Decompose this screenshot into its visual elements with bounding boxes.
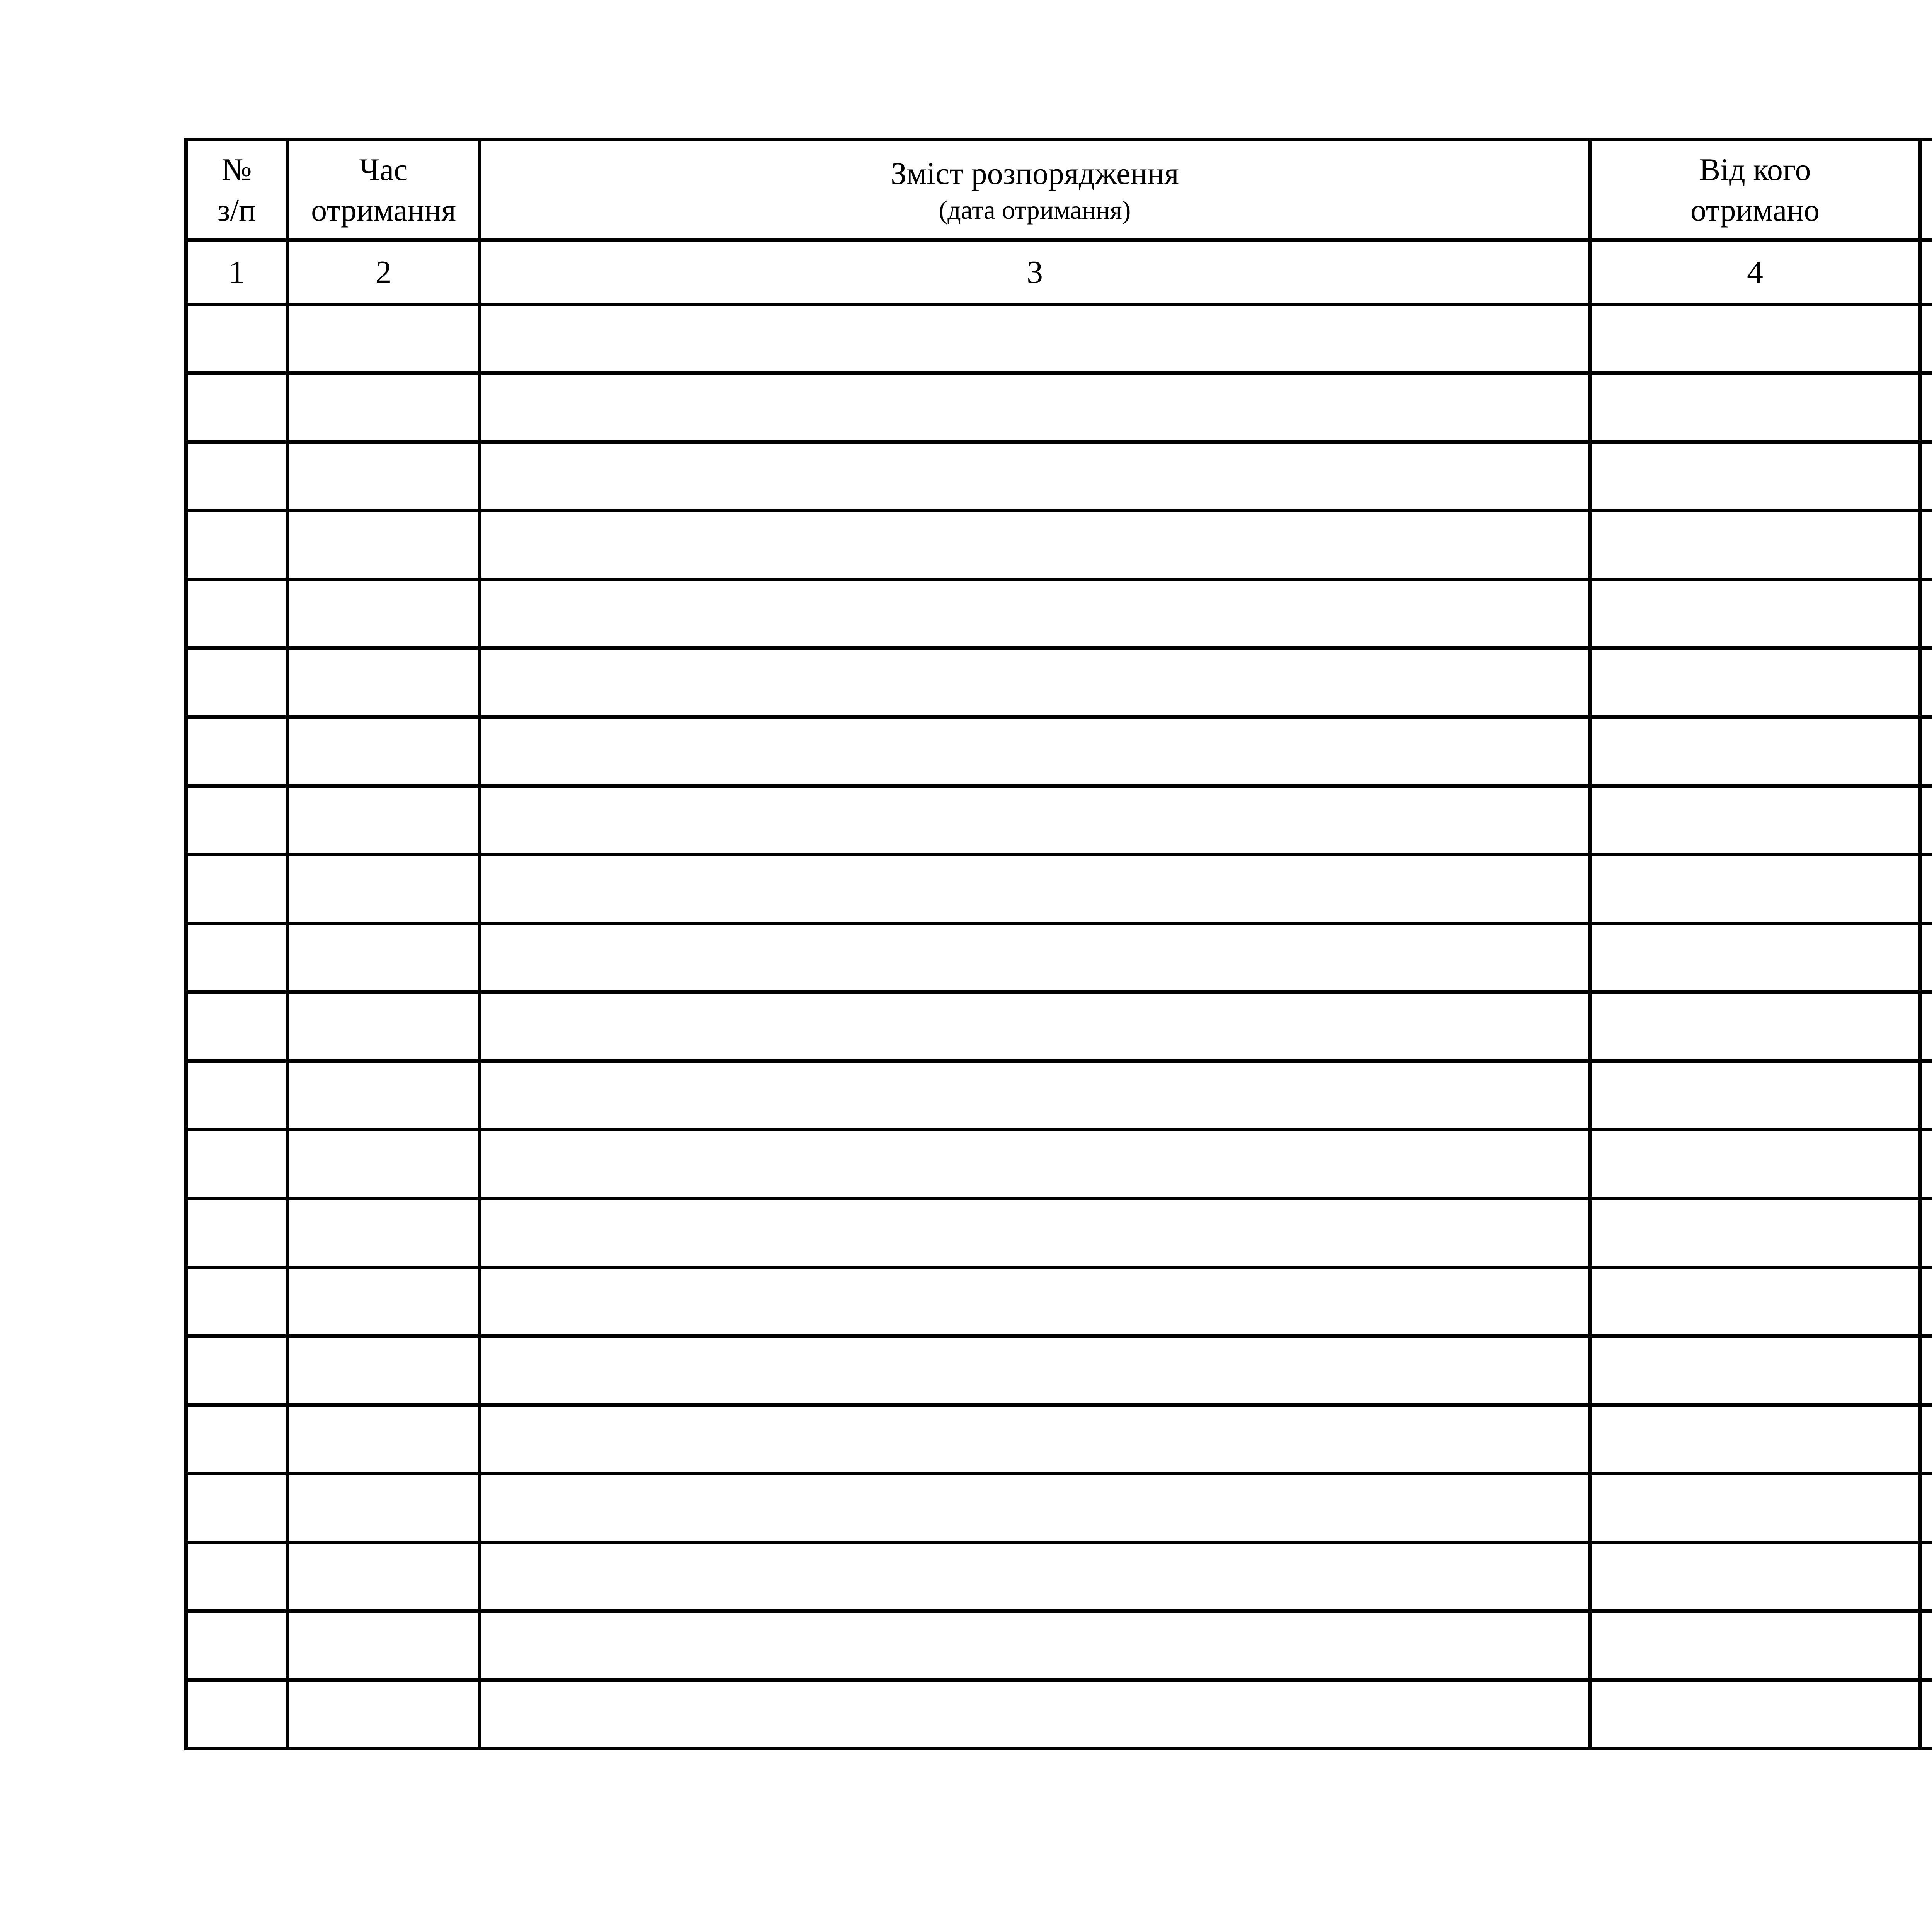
cell-number[interactable] (186, 1130, 287, 1199)
cell-time[interactable] (287, 1680, 480, 1749)
cell-from-whom[interactable] (1590, 511, 1920, 580)
table-row (186, 786, 1932, 855)
cell-to-whom[interactable] (1920, 1267, 1932, 1336)
table-row (186, 924, 1932, 992)
cell-to-whom[interactable] (1920, 1199, 1932, 1267)
cell-from-whom[interactable] (1590, 1543, 1920, 1611)
cell-number[interactable] (186, 373, 287, 442)
cell-to-whom[interactable] (1920, 373, 1932, 442)
cell-to-whom[interactable] (1920, 1543, 1932, 1611)
cell-time[interactable] (287, 992, 480, 1061)
cell-time[interactable] (287, 373, 480, 442)
cell-to-whom[interactable] (1920, 648, 1932, 717)
cell-time[interactable] (287, 924, 480, 992)
cell-number[interactable] (186, 924, 287, 992)
table-row (186, 1405, 1932, 1474)
cell-time[interactable] (287, 1405, 480, 1474)
cell-time[interactable] (287, 855, 480, 924)
header-from-whom (1590, 140, 1920, 240)
cell-to-whom[interactable] (1920, 855, 1932, 924)
cell-from-whom[interactable] (1590, 304, 1920, 373)
cell-time[interactable] (287, 304, 480, 373)
cell-to-whom[interactable] (1920, 1474, 1932, 1543)
cell-number[interactable] (186, 1680, 287, 1749)
cell-time[interactable] (287, 717, 480, 786)
cell-content[interactable] (480, 304, 1590, 373)
cell-content[interactable] (480, 1405, 1590, 1474)
cell-number[interactable] (186, 855, 287, 924)
cell-number[interactable] (186, 648, 287, 717)
cell-to-whom[interactable] (1920, 1336, 1932, 1405)
cell-from-whom[interactable] (1590, 924, 1920, 992)
cell-time[interactable] (287, 511, 480, 580)
cell-to-whom[interactable] (1920, 992, 1932, 1061)
orders-journal-table (184, 138, 1932, 1750)
table-row (186, 648, 1932, 717)
cell-to-whom[interactable] (1920, 924, 1932, 992)
cell-number[interactable] (186, 580, 287, 648)
cell-time[interactable] (287, 580, 480, 648)
header-number (186, 140, 287, 240)
cell-time[interactable] (287, 1130, 480, 1199)
header-time-line1: Час (359, 151, 408, 187)
table-row (186, 1680, 1932, 1749)
cell-content[interactable] (480, 648, 1590, 717)
cell-time[interactable] (287, 1199, 480, 1267)
cell-from-whom[interactable] (1590, 1336, 1920, 1405)
table-row (186, 511, 1932, 580)
cell-content[interactable] (480, 1199, 1590, 1267)
cell-number[interactable] (186, 1543, 287, 1611)
table-row (186, 1130, 1932, 1199)
column-number-row (186, 240, 1932, 304)
journal-body (186, 304, 1932, 1749)
cell-number[interactable] (186, 1061, 287, 1130)
cell-from-whom[interactable] (1590, 1680, 1920, 1749)
cell-time[interactable] (287, 1061, 480, 1130)
cell-content[interactable] (480, 992, 1590, 1061)
header-content-subtitle: (дата отримання) (939, 195, 1131, 225)
header-number-line2: з/п (217, 192, 256, 228)
header-from-line1: Від кого (1699, 151, 1811, 187)
cell-from-whom[interactable] (1590, 373, 1920, 442)
cell-time[interactable] (287, 786, 480, 855)
cell-content[interactable] (480, 1611, 1590, 1680)
cell-to-whom[interactable] (1920, 511, 1932, 580)
cell-number[interactable] (186, 1405, 287, 1474)
table-row (186, 855, 1932, 924)
cell-number[interactable] (186, 442, 287, 511)
cell-number[interactable] (186, 511, 287, 580)
cell-content[interactable] (480, 1543, 1590, 1611)
cell-time[interactable] (287, 1543, 480, 1611)
cell-from-whom[interactable] (1590, 1130, 1920, 1199)
cell-from-whom[interactable] (1590, 1267, 1920, 1336)
cell-content[interactable] (480, 1680, 1590, 1749)
header-content-title: Зміст розпорядження (891, 155, 1179, 191)
cell-number[interactable] (186, 1611, 287, 1680)
cell-time[interactable] (287, 1336, 480, 1405)
cell-to-whom[interactable] (1920, 786, 1932, 855)
cell-number[interactable] (186, 786, 287, 855)
cell-from-whom[interactable] (1590, 992, 1920, 1061)
table-row (186, 1199, 1932, 1267)
cell-from-whom[interactable] (1590, 580, 1920, 648)
cell-to-whom[interactable] (1920, 580, 1932, 648)
column-number-3: 3 (480, 240, 1590, 304)
cell-content[interactable] (480, 717, 1590, 786)
header-number-line1: № (221, 151, 252, 187)
cell-to-whom[interactable] (1920, 1680, 1932, 1749)
table-row (186, 304, 1932, 373)
cell-time[interactable] (287, 1267, 480, 1336)
cell-from-whom[interactable] (1590, 786, 1920, 855)
cell-content[interactable] (480, 1474, 1590, 1543)
table-row (186, 580, 1932, 648)
cell-content[interactable] (480, 580, 1590, 648)
table-row (186, 1543, 1932, 1611)
journal-sheet (184, 138, 1932, 1750)
column-number-4: 4 (1590, 240, 1920, 304)
table-row (186, 1267, 1932, 1336)
cell-number[interactable] (186, 304, 287, 373)
cell-number[interactable] (186, 717, 287, 786)
cell-from-whom[interactable] (1590, 1061, 1920, 1130)
cell-content[interactable] (480, 1061, 1590, 1130)
table-row (186, 717, 1932, 786)
cell-from-whom[interactable] (1590, 717, 1920, 786)
header-row (186, 140, 1932, 240)
cell-content[interactable] (480, 1130, 1590, 1199)
cell-number[interactable] (186, 1336, 287, 1405)
column-number-2: 2 (287, 240, 480, 304)
table-row (186, 1061, 1932, 1130)
cell-content[interactable] (480, 1267, 1590, 1336)
cell-from-whom[interactable] (1590, 1474, 1920, 1543)
cell-to-whom[interactable] (1920, 1061, 1932, 1130)
cell-content[interactable] (480, 373, 1590, 442)
cell-to-whom[interactable] (1920, 1611, 1932, 1680)
cell-content[interactable] (480, 1336, 1590, 1405)
cell-number[interactable] (186, 1267, 287, 1336)
cell-time[interactable] (287, 1474, 480, 1543)
cell-time[interactable] (287, 1611, 480, 1680)
header-from-line2: отримано (1690, 192, 1820, 228)
cell-to-whom[interactable] (1920, 717, 1932, 786)
cell-time[interactable] (287, 648, 480, 717)
table-row (186, 1336, 1932, 1405)
cell-from-whom[interactable] (1590, 1199, 1920, 1267)
cell-from-whom[interactable] (1590, 442, 1920, 511)
cell-to-whom[interactable] (1920, 1405, 1932, 1474)
cell-content[interactable] (480, 855, 1590, 924)
cell-number[interactable] (186, 1199, 287, 1267)
header-time (287, 140, 480, 240)
cell-to-whom[interactable] (1920, 1130, 1932, 1199)
table-row (186, 992, 1932, 1061)
header-time-line2: отримання (311, 192, 456, 228)
cell-from-whom[interactable] (1590, 1611, 1920, 1680)
cell-from-whom[interactable] (1590, 648, 1920, 717)
cell-from-whom[interactable] (1590, 1405, 1920, 1474)
column-number-1: 1 (186, 240, 287, 304)
cell-time[interactable] (287, 442, 480, 511)
cell-content[interactable] (480, 786, 1590, 855)
cell-number[interactable] (186, 1474, 287, 1543)
column-number-5 (1920, 240, 1932, 304)
table-row (186, 442, 1932, 511)
cell-from-whom[interactable] (1590, 855, 1920, 924)
cell-content[interactable] (480, 511, 1590, 580)
table-row (186, 1474, 1932, 1543)
cell-to-whom[interactable] (1920, 442, 1932, 511)
table-row (186, 373, 1932, 442)
cell-content[interactable] (480, 442, 1590, 511)
header-to-whom (1920, 140, 1932, 240)
cell-to-whom[interactable] (1920, 304, 1932, 373)
table-row (186, 1611, 1932, 1680)
cell-content[interactable] (480, 924, 1590, 992)
header-content (480, 140, 1590, 240)
cell-number[interactable] (186, 992, 287, 1061)
